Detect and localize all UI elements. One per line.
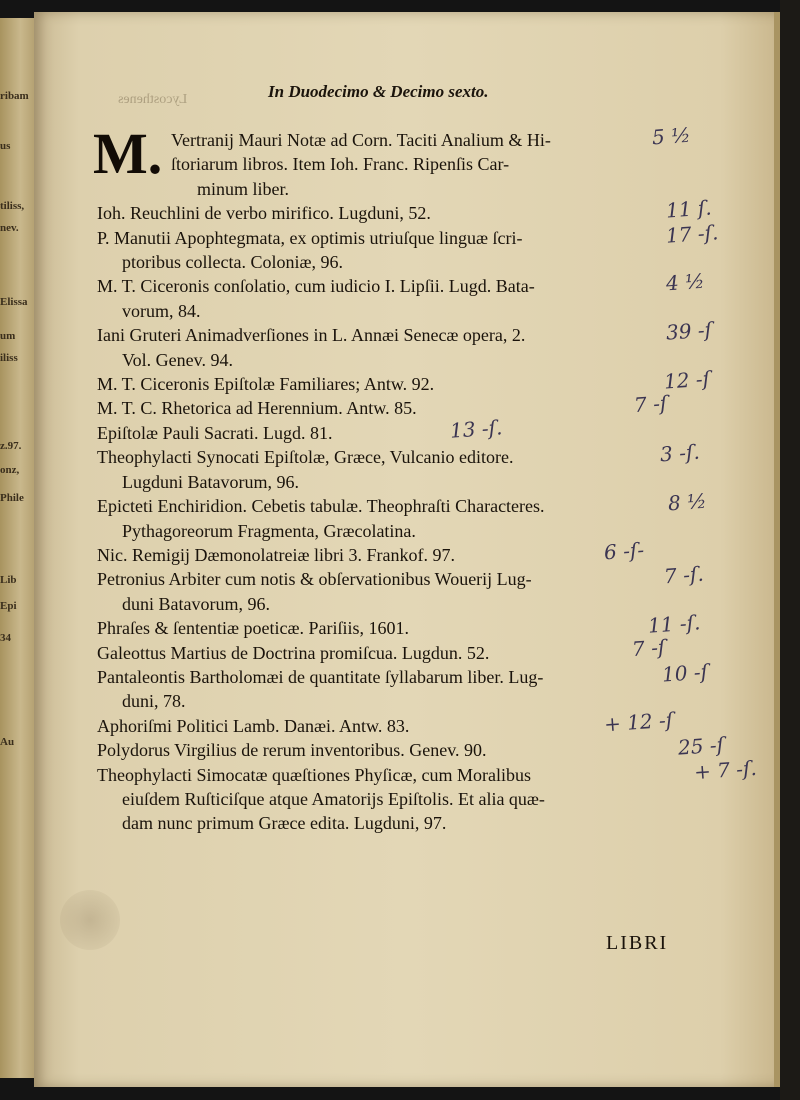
handwritten-price: 13 -ſ.: [449, 415, 504, 443]
left-page-fragment: Phile: [0, 492, 24, 504]
left-page-fragment: ribam: [0, 90, 29, 102]
book-entry: [97, 763, 697, 836]
book-entry: [97, 274, 697, 323]
entry-continuation-line: Vol. Genev. 94.: [122, 349, 233, 370]
bleed-through-text: Lycosthenes: [118, 92, 188, 107]
catchword: LIBRI: [606, 932, 669, 954]
entry-title-line: Ioh. Reuchlini de verbo mirifico. Lugduni, 52.: [97, 203, 431, 224]
entry-continuation-line: ptoribus collecta. Coloniæ, 96.: [122, 252, 343, 273]
handwritten-price: 17 -ſ.: [665, 219, 720, 248]
book-entry: [97, 226, 697, 275]
entry-title-line: Theophylacti Synocati Epiſtolæ, Græce, Vulcanio editore.: [97, 447, 514, 468]
entry-title-line: M. T. C. Rhetorica ad Herennium. Antw. 85.: [97, 398, 417, 419]
handwritten-price: 6 -ſ-: [603, 537, 645, 565]
book-entry: [97, 738, 697, 762]
entry-continuation-line: Lugduni Batavorum, 96.: [122, 471, 299, 492]
handwritten-price: 11 -ſ.: [647, 610, 702, 638]
left-page-fragment: Elissa: [0, 296, 28, 308]
book-entry: [97, 567, 697, 616]
drop-cap: M.: [93, 121, 163, 186]
book-entry: [97, 396, 697, 420]
handwritten-price: 25 -ſ: [677, 732, 725, 760]
left-page-edge: [0, 18, 35, 1078]
entry-continuation-line: duni Batavorum, 96.: [122, 593, 270, 614]
book-entry: [97, 372, 697, 396]
handwritten-price: 7 -ſ.: [663, 561, 705, 589]
entry-title-line: Pantaleontis Bartholomæi de quantitate ſyllabarum liber. Lug-: [97, 666, 544, 687]
running-head: In Duodecimo & Decimo sexto.: [268, 82, 489, 101]
entry-title-line: Iani Gruteri Animadverſiones in L. Annæi Senecæ opera, 2.: [97, 325, 526, 346]
entry-title-line: Nic. Remigij Dæmonolatreiæ libri 3. Frankof. 97.: [97, 544, 455, 565]
left-page-fragment: iliss: [0, 352, 18, 364]
background-right: [780, 0, 800, 1100]
entry-continuation-line: Pythagoreorum Fragmenta, Græcolatina.: [122, 520, 416, 541]
entry-continuation-line: dam nunc primum Græce edita. Lugduni, 97.: [122, 813, 447, 834]
entry-continuation-line: minum liber.: [197, 178, 289, 199]
book-entry: [97, 323, 697, 372]
entry-title-line: Theophylacti Simocatæ quæſtiones Phyſicæ, cum Moralibus: [97, 764, 531, 785]
book-entry: [97, 616, 697, 640]
left-page-fragment: onz,: [0, 464, 20, 476]
left-page-fragment: 34: [0, 632, 11, 644]
book-entry: [97, 128, 697, 201]
entry-title-line: Galeottus Martius de Doctrina promiſcua. Lugdun. 52.: [97, 642, 490, 663]
handwritten-price: 4 ½: [665, 269, 706, 296]
entry-title-line: Phraſes & ſententiæ poeticæ. Pariſiis, 1601.: [97, 618, 409, 639]
book-entry: [97, 421, 697, 445]
book-entry: [97, 201, 697, 225]
entry-title-line: P. Manutii Apophtegmata, ex optimis utriuſque linguæ ſcri-: [97, 227, 523, 248]
handwritten-price: 39 -ſ: [665, 317, 713, 345]
handwritten-price: 7 -ſ: [631, 635, 667, 662]
entry-title-line: M. T. Ciceronis Epiſtolæ Familiares; Antw. 92.: [97, 374, 435, 395]
left-page-fragment: z.97.: [0, 440, 22, 452]
entry-title-line: Epiſtolæ Pauli Sacrati. Lugd. 81.: [97, 422, 333, 443]
left-page-fragment: nev.: [0, 222, 19, 234]
entry-title-line: M. T. Ciceronis conſolatio, cum iudicio I. Lipſii. Lugd. Bata-: [97, 276, 535, 297]
handwritten-price: 5 ½: [651, 122, 692, 150]
book-entry: [97, 494, 697, 543]
left-page-fragment: um: [0, 330, 16, 342]
entry-title-line: Petronius Arbiter cum notis & obſervationibus Wouerij Lug-: [97, 569, 532, 590]
book-entry: [97, 641, 697, 665]
handwritten-price: + 12 -ſ: [603, 707, 674, 736]
handwritten-price: 10 -ſ: [661, 659, 709, 687]
entry-title-line: Epicteti Enchiridion. Cebetis tabulæ. Theophraſti Characteres.: [97, 496, 545, 517]
left-page-fragment: Lib: [0, 574, 17, 586]
entry-continuation-line: eiuſdem Ruſticiſque atque Amatorijs Epiſtolis. Et alia quæ-: [122, 788, 545, 809]
entry-continuation-line: duni, 78.: [122, 691, 186, 712]
entry-title-line: Aphoriſmi Politici Lamb. Danæi. Antw. 83.: [97, 715, 410, 736]
handwritten-price: 8 ½: [667, 488, 708, 516]
left-page-fragment: Au: [0, 736, 15, 748]
entry-title-line: Polydorus Virgilius de rerum inventoribus. Genev. 90.: [97, 740, 487, 761]
entry-title-line: Vertranij Mauri Notæ ad Corn. Taciti Analium & Hi-: [171, 130, 551, 150]
handwritten-price: 7 -ſ: [633, 391, 669, 418]
entry-continuation-line: vorum, 84.: [122, 300, 201, 321]
left-page-fragment: us: [0, 140, 11, 152]
left-page-fragment: Epi: [0, 600, 17, 612]
paper-stain: [60, 890, 120, 950]
handwritten-price: 12 -ſ: [663, 366, 711, 394]
book-entry: [97, 445, 697, 494]
book-entry: [97, 665, 697, 714]
handwritten-price: 11 ſ.: [665, 195, 713, 223]
left-page-fragment: tiliss,: [0, 200, 25, 212]
handwritten-price: 3 -ſ.: [659, 439, 701, 467]
entry-continuation-line: ſtoriarum libros. Item Ioh. Franc. Ripenſis Car-: [171, 154, 510, 175]
handwritten-price: + 7 -ſ.: [693, 756, 758, 785]
